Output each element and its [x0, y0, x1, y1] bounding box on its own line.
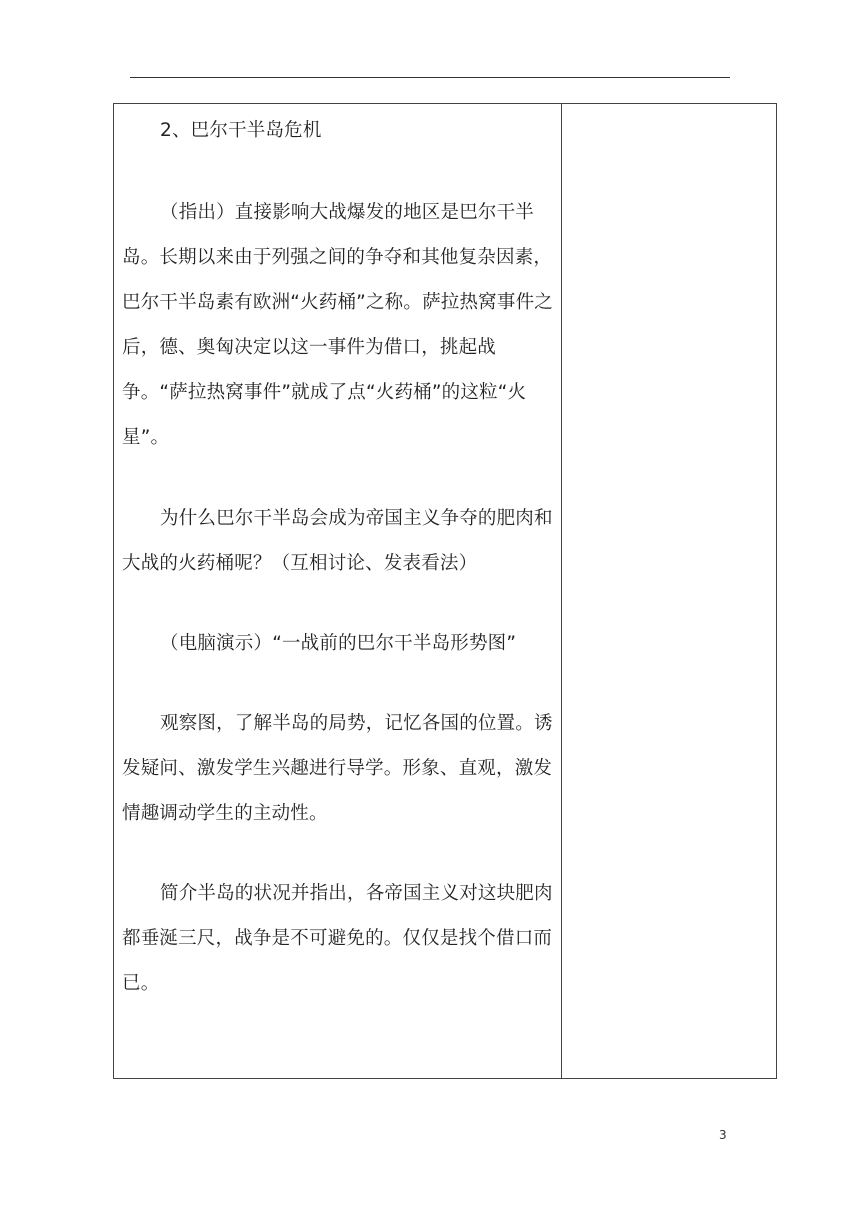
paragraph-summary: 简介半岛的状况并指出，各帝国主义对这块肥肉都垂涎三尺，战争是不可避免的。仅仅是找个借口而已。 — [122, 883, 553, 994]
notes-cell — [562, 104, 776, 1078]
paragraph-computer-demo: （电脑演示）“一战前的巴尔干半岛形势图” — [160, 633, 517, 654]
section-heading: 2、巴尔干半岛危机 — [160, 120, 322, 141]
lesson-table — [113, 103, 777, 1079]
page-number: 3 — [719, 1128, 727, 1142]
paragraph-observe-map: 观察图，了解半岛的局势，记忆各国的位置。诱发疑问、激发学生兴趣进行导学。形象、直观，激发情趣调动学生的主动性。 — [122, 713, 553, 824]
paragraph-discussion-question: 为什么巴尔干半岛会成为帝国主义争夺的肥肉和大战的火药桶呢？（互相讨论、发表看法） — [122, 508, 553, 574]
header-rule — [130, 77, 730, 78]
paragraph-balkan-background: （指出）直接影响大战爆发的地区是巴尔干半岛。长期以来由于列强之间的争夺和其他复杂因素，巴尔干半岛素有欧洲“火药桶”之称。萨拉热窝事件之后，德、奥匈决定以这一事件为借口，挑起战争。“萨拉热窝事件”就成了点“火药桶”的这粒“火星”。 — [122, 202, 553, 448]
